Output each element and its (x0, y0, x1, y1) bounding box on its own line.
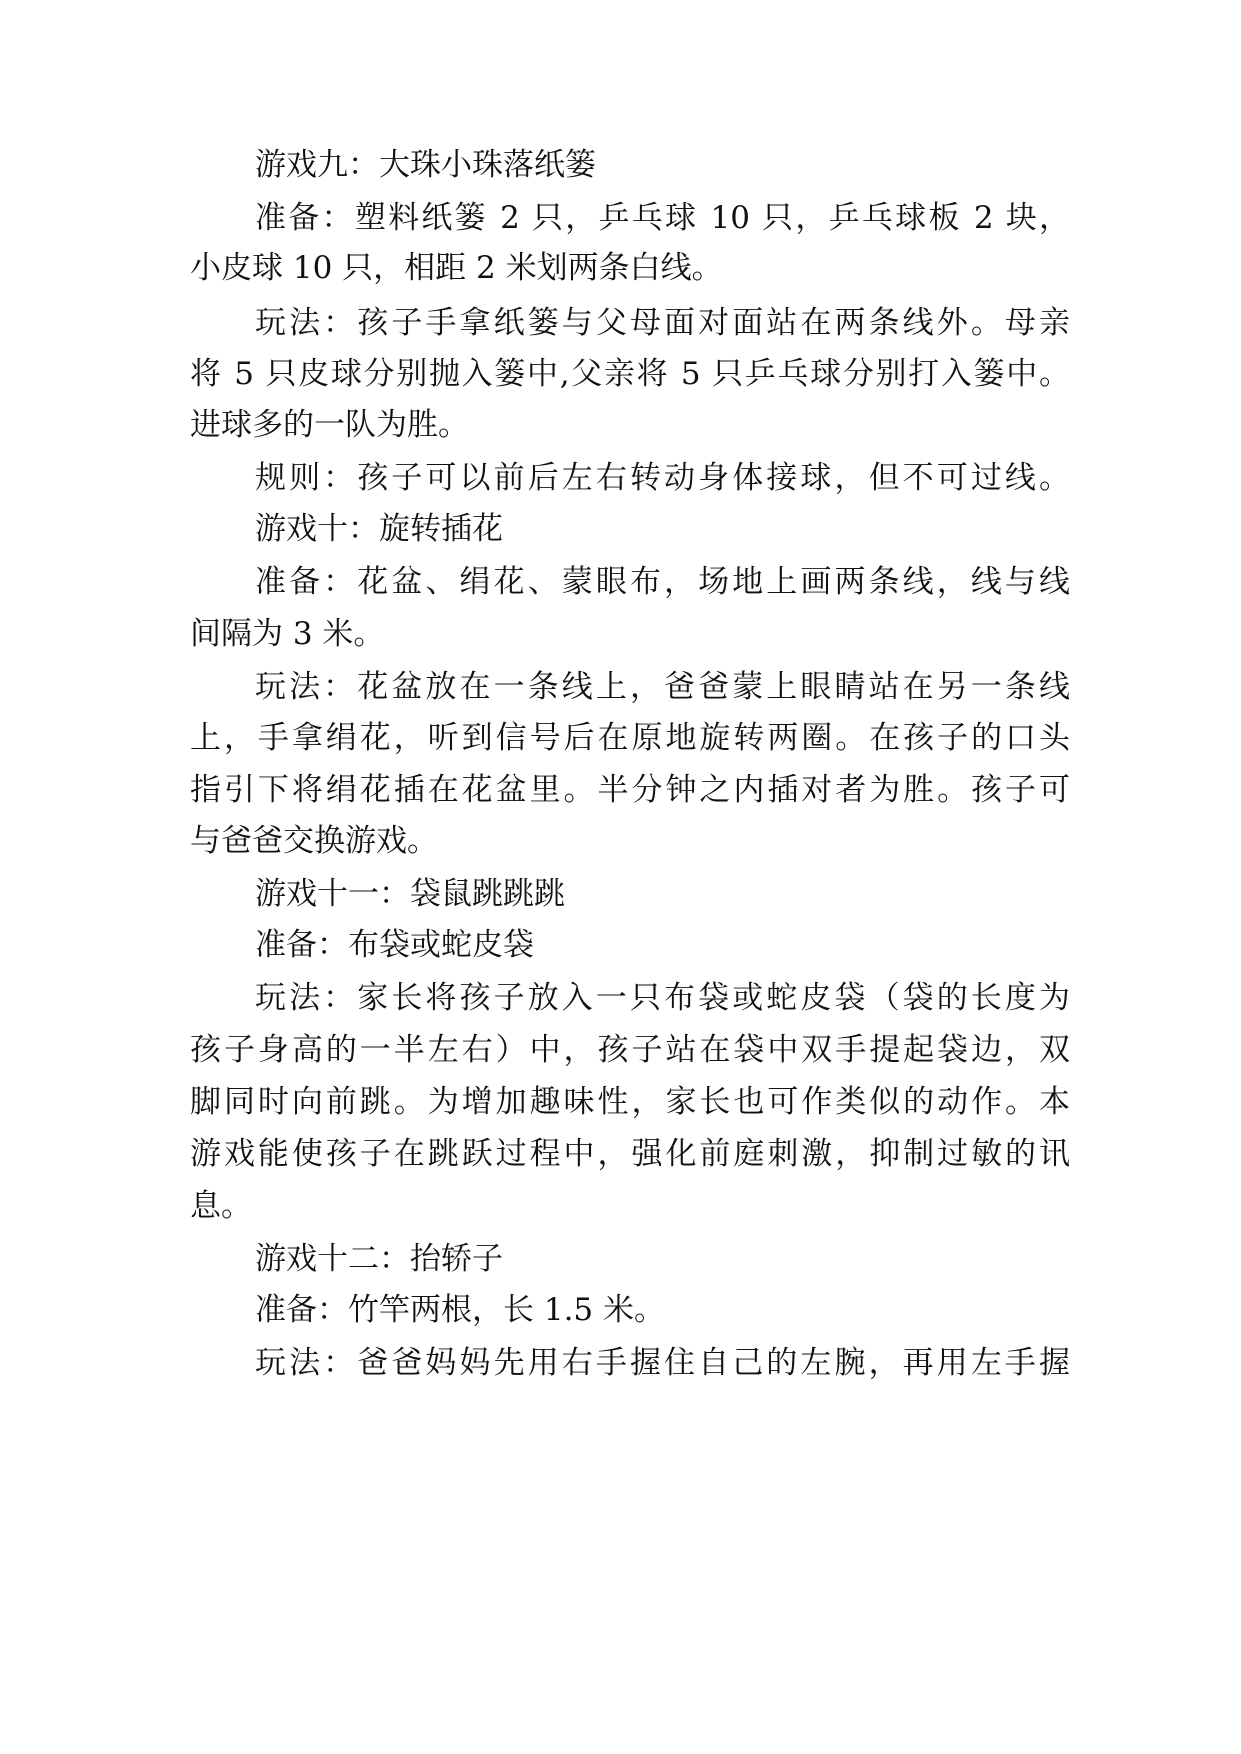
game-12-heading: 游戏十二：抬轿子 (255, 1241, 503, 1277)
game-9-preparation: 准备：塑料纸篓 2 只，乒乓球 10 只，乒乓球板 2 块， (255, 200, 1070, 236)
game-10-play-cont: 上，手拿绢花，听到信号后在原地旋转两圈。在孩子的口头 (190, 720, 1070, 756)
game-12-play: 玩法：爸爸妈妈先用右手握住自己的左腕，再用左手握 (255, 1345, 1070, 1381)
game-11-play-cont: 孩子身高的一半左右）中，孩子站在袋中双手提起袋边，双 (190, 1032, 1070, 1068)
game-11-play: 玩法：家长将孩子放入一只布袋或蛇皮袋（袋的长度为 (255, 980, 1070, 1016)
game-10-play: 玩法：花盆放在一条线上，爸爸蒙上眼睛站在另一条线 (255, 669, 1070, 705)
game-12-preparation: 准备：竹竿两根，长 1.5 米。 (255, 1292, 666, 1328)
game-9-play-cont: 进球多的一队为胜。 (190, 407, 469, 443)
game-11-play-cont: 游戏能使孩子在跳跃过程中，强化前庭刺激，抑制过敏的讯 (190, 1136, 1070, 1172)
game-11-preparation: 准备：布袋或蛇皮袋 (255, 927, 534, 963)
game-11-play-cont: 脚同时向前跳。为增加趣味性，家长也可作类似的动作。本 (190, 1084, 1070, 1120)
game-9-preparation-cont: 小皮球 10 只，相距 2 米划两条白线。 (190, 250, 723, 286)
game-10-play-cont: 指引下将绢花插在花盆里。半分钟之内插对者为胜。孩子可 (190, 772, 1070, 808)
game-10-heading: 游戏十：旋转插花 (255, 511, 503, 547)
game-9-rules: 规则：孩子可以前后左右转动身体接球，但不可过线。 (255, 460, 1070, 496)
game-9-play: 玩法：孩子手拿纸篓与父母面对面站在两条线外。母亲 (255, 305, 1070, 341)
game-10-play-cont: 与爸爸交换游戏。 (190, 823, 438, 859)
game-10-preparation: 准备：花盆、绢花、蒙眼布，场地上画两条线，线与线 (255, 564, 1070, 600)
game-9-heading: 游戏九：大珠小珠落纸篓 (255, 147, 596, 183)
game-10-preparation-cont: 间隔为 3 米。 (190, 616, 385, 652)
game-9-play-cont: 将 5 只皮球分别抛入篓中,父亲将 5 只乒乓球分别打入篓中。 (190, 356, 1070, 392)
game-11-heading: 游戏十一：袋鼠跳跳跳 (255, 876, 565, 912)
game-11-play-cont: 息。 (190, 1188, 252, 1224)
